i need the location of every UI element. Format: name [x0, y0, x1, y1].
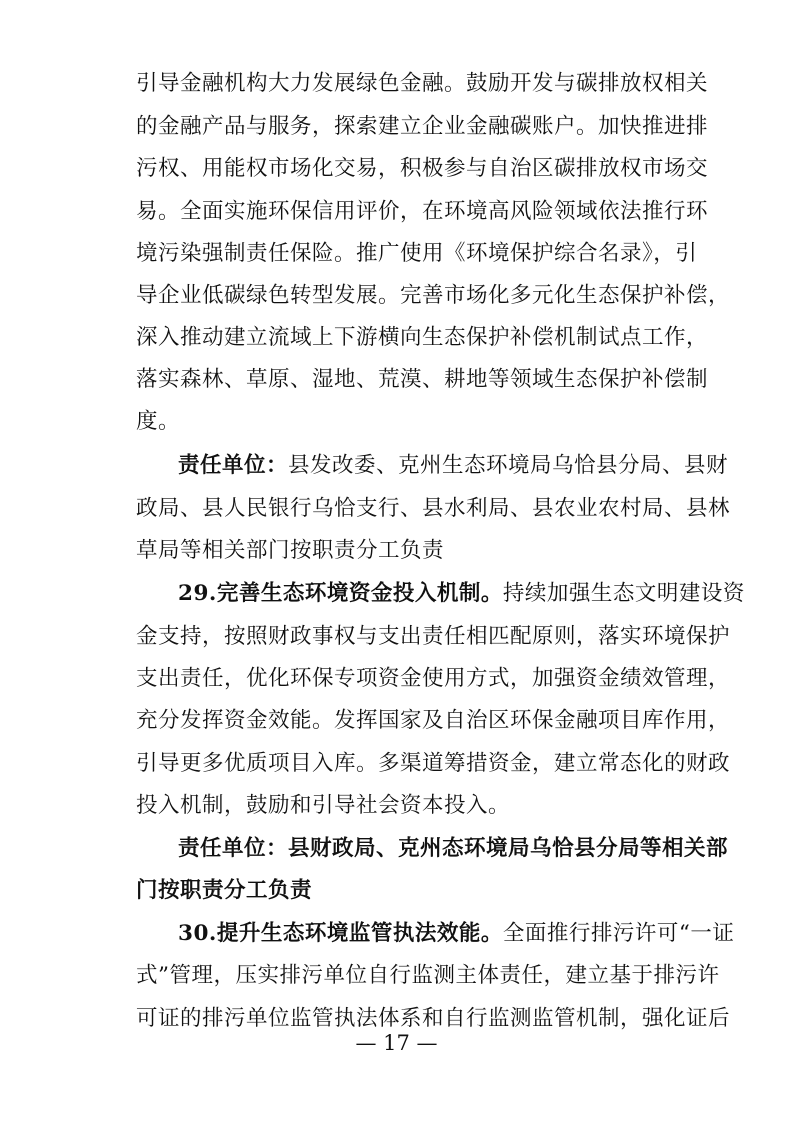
paragraph-line: 深入推动建立流域上下游横向生态保护补偿机制试点工作， [136, 325, 709, 350]
item-29-heading: 29.完善生态环境资金投入机制。 [178, 581, 503, 606]
page-number: — 17 — [355, 1031, 438, 1055]
responsibility-line [178, 451, 729, 481]
paragraph-line: 导企业低碳绿色转型发展。完善市场化多元化生态保护补偿， [136, 283, 731, 308]
paragraph-line: 落实森林、草原、湿地、荒漠、耕地等领域生态保护补偿制 [136, 367, 709, 392]
paragraph-line: 的金融产品与服务，探索建立企业金融碳账户。加快推进排 [136, 114, 709, 139]
paragraph-line: 式”管理，压实排污单位自行监测主体责任，建立基于排污许 [136, 963, 720, 988]
responsibility-label: 责任单位： [178, 453, 289, 478]
paragraph-line: 引导金融机构大力发展绿色金融。鼓励开发与碳排放权相关 [136, 71, 709, 96]
responsibility-line-bold: 责任单位：县财政局、克州态环境局乌恰县分局等相关部 [178, 836, 729, 861]
item-30-heading: 30.提升生态环境监管执法效能。 [178, 921, 503, 946]
paragraph-line: 度。 [136, 409, 181, 434]
paragraph-line: 政局、县人民银行乌恰支行、县水利局、县农业农村局、县林 [136, 496, 731, 521]
paragraph-line: 金支持，按照财政事权与支出责任相匹配原则，落实环境保护 [136, 624, 731, 649]
item-29-text: 持续加强生态文明建设资 [502, 581, 745, 606]
paragraph-line: 境污染强制责任保险。推广使用《环境保护综合名录》，引 [136, 241, 698, 266]
paragraph-line: 污权、用能权市场化交易，积极参与自治区碳排放权市场交 [136, 156, 709, 181]
paragraph-line: 可证的排污单位监管执法体系和自行监测监管机制，强化证后 [136, 1006, 731, 1031]
paragraph-line: 投入机制，鼓励和引导社会资本投入。 [136, 793, 511, 818]
item-29-line [178, 579, 745, 609]
paragraph-line: 易。全面实施环保信用评价，在环境高风险领域依法推行环 [136, 199, 709, 224]
responsibility-line-bold: 门按职责分工负责 [136, 878, 313, 903]
paragraph-line: 支出责任，优化环保专项资金使用方式，加强资金绩效管理， [136, 666, 731, 691]
item-30-line [178, 919, 735, 949]
paragraph-line: 充分发挥资金效能。发挥国家及自治区环保金融项目库作用， [136, 708, 731, 733]
paragraph-line: 草局等相关部门按职责分工负责 [136, 538, 445, 563]
item-30-text: 全面推行排污许可“一证 [502, 921, 735, 946]
paragraph-line: 引导更多优质项目入库。多渠道筹措资金，建立常态化的财政 [136, 751, 731, 776]
responsibility-text: 县发改委、克州生态环境局乌恰县分局、县财 [288, 453, 729, 478]
